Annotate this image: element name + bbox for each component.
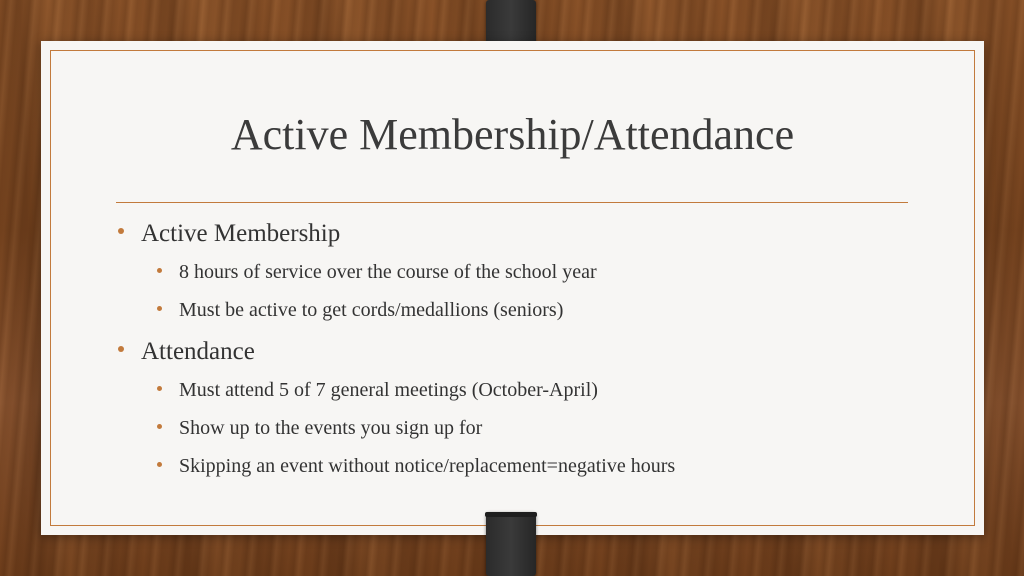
sub-bullet xyxy=(116,447,916,485)
sub-bullet xyxy=(116,409,916,447)
slide-content xyxy=(116,215,916,485)
bottom-binder-clip xyxy=(486,512,536,576)
title-divider xyxy=(116,202,908,203)
sub-bullet xyxy=(116,291,916,329)
bullet-active-membership xyxy=(116,215,916,253)
sub-bullet xyxy=(116,371,916,409)
sub-bullet-text: Must attend 5 of 7 general meetings (October-April) xyxy=(179,379,598,401)
sub-bullet xyxy=(116,253,916,291)
slide-title: Active Membership/Attendance xyxy=(230,110,795,159)
bullet-dot-icon xyxy=(157,386,162,391)
sub-bullet-text: Skipping an event without notice/replacement=negative hours xyxy=(179,455,676,477)
sub-bullet-text: Show up to the events you sign up for xyxy=(179,417,483,439)
bullet-attendance xyxy=(116,333,916,371)
bullet-text: Active Membership xyxy=(141,220,341,247)
sub-bullet-text: 8 hours of service over the course of the school year xyxy=(179,261,597,283)
bullet-dot-icon xyxy=(157,424,162,429)
bullet-dot-icon xyxy=(157,268,162,273)
bullet-dot-icon xyxy=(118,228,124,234)
bullet-dot-icon xyxy=(157,462,162,467)
bullet-dot-icon xyxy=(118,346,124,352)
bullet-text: Attendance xyxy=(141,338,255,365)
sub-bullet-text: Must be active to get cords/medallions (seniors) xyxy=(179,299,564,321)
bullet-dot-icon xyxy=(157,306,162,311)
slide-card xyxy=(41,41,984,535)
